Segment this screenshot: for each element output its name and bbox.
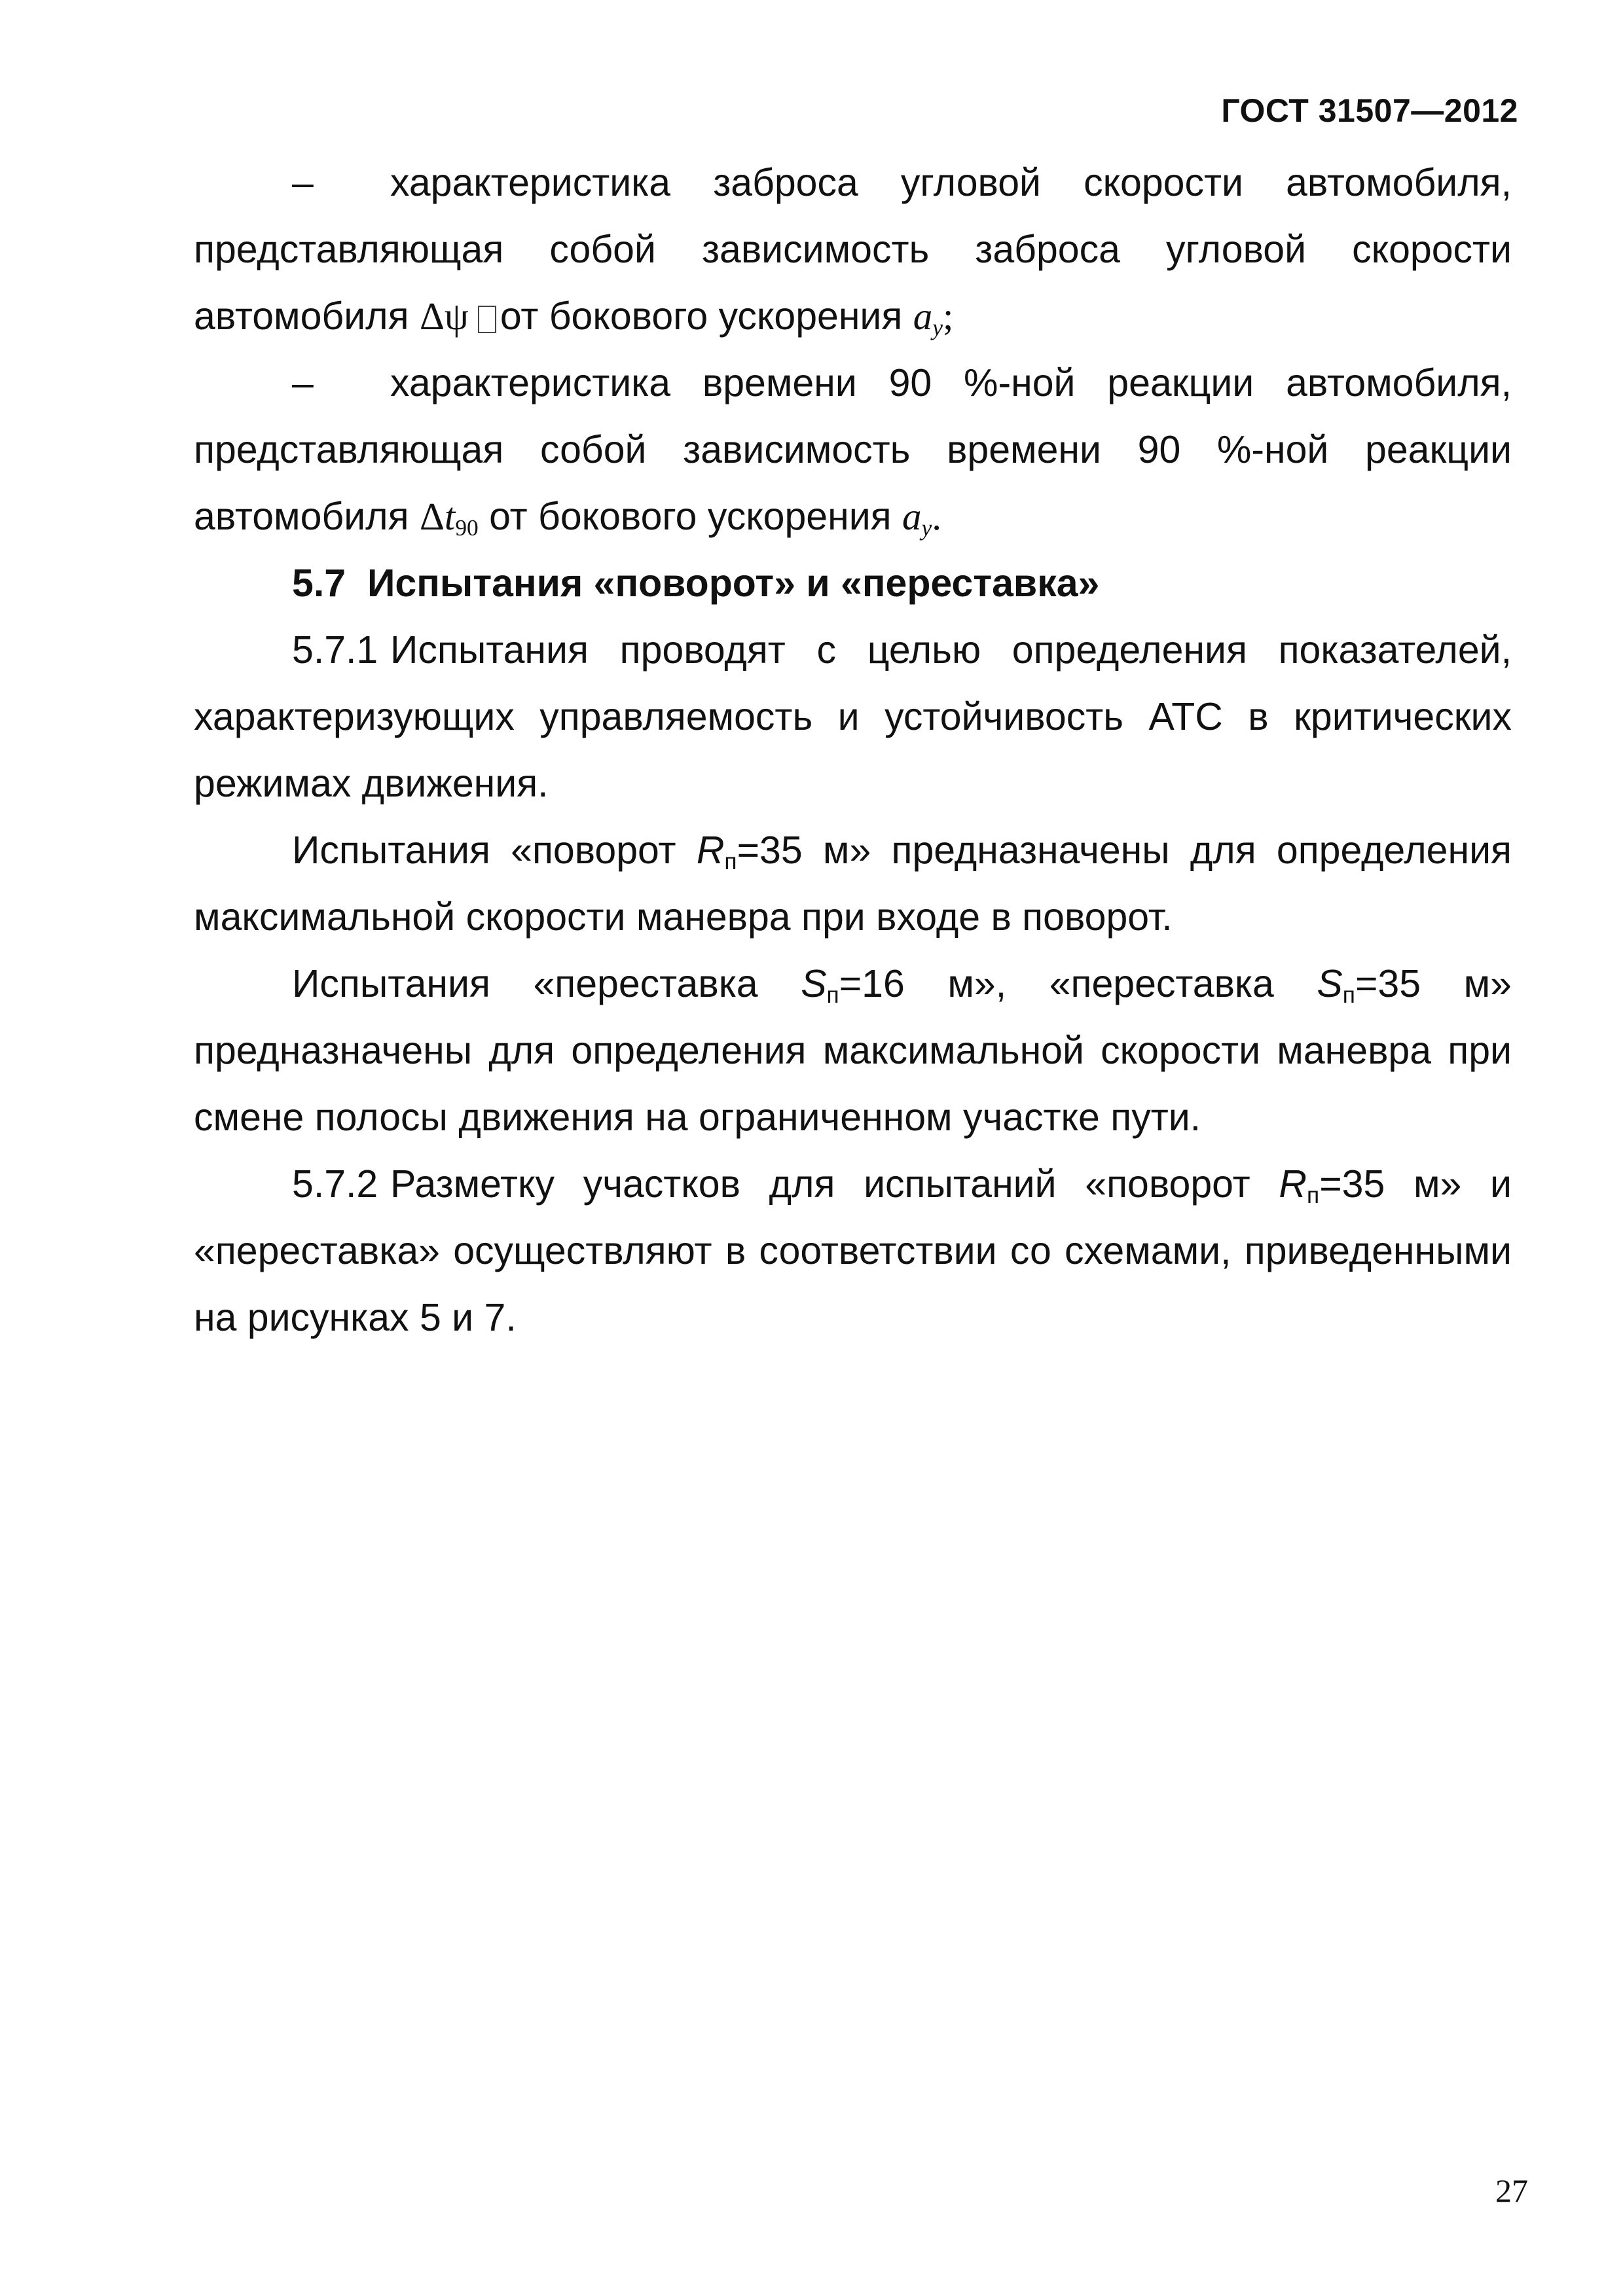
paragraph-lane-change xyxy=(194,950,1512,1151)
var-a-sub: y xyxy=(921,514,932,541)
section-title: Испытания «поворот» и «переставка» xyxy=(367,562,1100,605)
paragraph-text: Испытания «поворот xyxy=(292,829,676,872)
clause-number: 5.7.2 xyxy=(292,1162,378,1206)
var-s-sub: п xyxy=(826,981,839,1008)
var-t: t xyxy=(444,495,456,538)
var-r-sub: п xyxy=(724,848,737,874)
var-a: a xyxy=(913,295,933,338)
section-heading xyxy=(194,550,1512,617)
document-body xyxy=(194,149,1512,1351)
var-a-sub: y xyxy=(932,314,943,340)
var-t-sub: 90 xyxy=(455,514,479,541)
var-s-sub: п xyxy=(1342,981,1355,1008)
list-item xyxy=(194,350,1512,550)
paragraph-5-7-1 xyxy=(194,617,1512,817)
missing-glyph-icon xyxy=(478,306,496,333)
paragraph-text: =35 м» предназначены для определения максимальной скорости маневра при входе в поворот. xyxy=(194,829,1512,939)
page-number: 27 xyxy=(1495,2172,1528,2209)
var-r-sub: п xyxy=(1307,1181,1320,1208)
list-dash: – xyxy=(292,161,314,204)
document-header: ГОСТ 31507—2012 xyxy=(1221,92,1518,129)
delta-symbol: Δ xyxy=(419,495,445,538)
list-text: характеристика заброса угловой скорости автомобиля, представляющая собой зависимость заброса угловой скорости автомобиля xyxy=(194,161,1512,338)
paragraph-text: Испытания «переставка xyxy=(292,962,758,1005)
paragraph-text: =35 м» и «переставка» осуществляют в соответствии со схемами, приведенными на рисунках 5 и 7. xyxy=(194,1162,1512,1339)
var-r: R xyxy=(696,829,725,872)
var-a: a xyxy=(902,495,922,538)
delta-psi-symbol: Δψ xyxy=(419,295,469,338)
list-text-after: от бокового ускорения xyxy=(500,295,903,338)
section-number: 5.7 xyxy=(292,562,346,605)
paragraph-text: Разметку участков для испытаний «поворот xyxy=(390,1162,1250,1206)
paragraph-text: =35 м» предназначены для определения максимальной скорости маневра при смене полосы движения на ограниченном участке пути. xyxy=(194,962,1512,1139)
list-end: . xyxy=(932,495,941,538)
list-item xyxy=(194,149,1512,350)
list-end: ; xyxy=(942,295,954,338)
var-s: S xyxy=(801,962,827,1005)
list-dash: – xyxy=(292,361,314,404)
clause-number: 5.7.1 xyxy=(292,628,378,672)
var-r: R xyxy=(1279,1162,1307,1206)
list-text-after: от бокового ускорения xyxy=(489,495,892,538)
paragraph-5-7-2 xyxy=(194,1151,1512,1351)
var-s: S xyxy=(1317,962,1343,1005)
list-text: характеристика времени 90 %-ной реакции автомобиля, представляющая собой зависимость времени 90 %-ной реакции автомобиля xyxy=(194,361,1512,538)
paragraph-text: Испытания проводят с целью определения показателей, характеризующих управляемость и устойчивость АТС в критических режимах движения. xyxy=(194,628,1512,805)
paragraph-turn xyxy=(194,817,1512,950)
paragraph-text: =16 м», «переставка xyxy=(839,962,1274,1005)
